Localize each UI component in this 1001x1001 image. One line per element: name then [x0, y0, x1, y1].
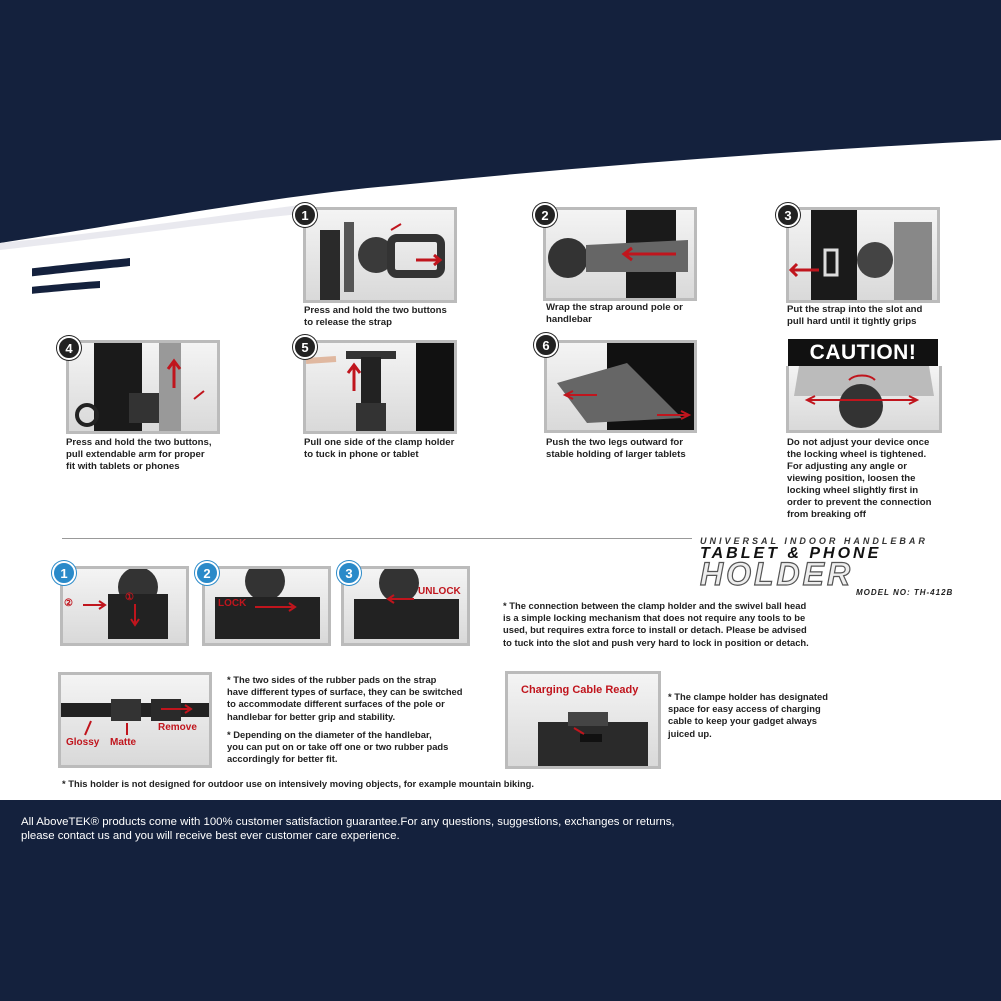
- lock-step-2-label: LOCK: [218, 598, 247, 609]
- step-number-badge: 5: [293, 335, 317, 359]
- section-divider: [62, 538, 692, 539]
- product-title-main: TABLET & PHONE: [700, 545, 882, 562]
- outdoor-note: * This holder is not designed for outdoor use on intensively moving objects, for example mountain biking.: [62, 778, 534, 789]
- step-1-caption: Press and hold the two buttons to release the strap: [304, 305, 447, 328]
- pad-label-matte: Matte: [110, 737, 137, 748]
- caution-text: Do not adjust your device once the locking wheel is tightened. For adjusting any angle or viewing position, loosen the locking wheel slightly first in order to prevent the connection from breaking off: [787, 437, 932, 520]
- lock-step-badge: 3: [337, 561, 361, 585]
- step-number-badge: 4: [57, 336, 81, 360]
- product-title-big: HOLDER: [700, 556, 854, 592]
- charging-label: Charging Cable Ready: [521, 684, 639, 696]
- rubber-pads-photo: [58, 672, 212, 768]
- pads-note: * The two sides of the rubber pads on the strap have different types of surface, they can be switched to accommodate different surfaces of the pole or handlebar for better grip and stability. * Depending on the diameter of the handlebar, you can put on or take off one or two rubber pads accordingly for better fit.: [227, 674, 463, 765]
- lock-step-1-label-2: ②: [64, 598, 73, 609]
- footer-text: All AboveTEK® products come with 100% customer satisfaction guarantee.For any questions, suggestions, exchanges or returns, please contact us and you will receive best ever customer care experience.: [21, 816, 675, 842]
- lock-step-3-photo: [341, 566, 470, 646]
- pad-label-remove: Remove: [158, 722, 197, 733]
- caution-banner: CAUTION!: [788, 339, 938, 367]
- lock-note: * The connection between the clamp holder and the swivel ball head is a simple locking mechanism that does not require any tools to be used, but requires extra force to install or detach. Please be advised to tuck into the slot and push very hard to lock in position or detach.: [503, 600, 809, 648]
- step-6-caption: Push the two legs outward for stable holding of larger tablets: [546, 437, 686, 460]
- step-3-photo: [786, 207, 940, 303]
- charging-note: * The clampe holder has designated space for easy access of charging cable to keep your gadget always juiced up.: [668, 691, 828, 739]
- lock-step-1-photo: [60, 566, 189, 646]
- step-3-caption: Put the strap into the slot and pull hard until it tightly grips: [787, 304, 923, 327]
- step-6-photo: [544, 340, 697, 433]
- step-number-badge: 3: [776, 203, 800, 227]
- lock-step-3-label: UNLOCK: [418, 586, 461, 597]
- lock-step-badge: 2: [195, 561, 219, 585]
- step-4-photo: [66, 340, 220, 434]
- step-5-caption: Pull one side of the clamp holder to tuck in phone or tablet: [304, 437, 455, 460]
- step-2-caption: Wrap the strap around pole or handlebar: [546, 302, 683, 325]
- step-number-badge: 2: [533, 203, 557, 227]
- lock-step-badge: 1: [52, 561, 76, 585]
- step-number-badge: 1: [293, 203, 317, 227]
- step-2-photo: [543, 207, 697, 301]
- model-number: MODEL NO: TH-412B: [856, 588, 954, 597]
- product-title-sub: UNIVERSAL INDOOR HANDLEBAR: [700, 536, 928, 546]
- step-5-photo: [303, 340, 457, 434]
- pad-label-glossy: Glossy: [66, 737, 100, 748]
- lock-step-1-label-1: ①: [125, 592, 134, 603]
- caution-photo: [786, 366, 942, 433]
- step-number-badge: 6: [534, 333, 558, 357]
- step-1-photo: [303, 207, 457, 303]
- step-4-caption: Press and hold the two buttons, pull extendable arm for proper fit with tablets or phones: [66, 437, 212, 472]
